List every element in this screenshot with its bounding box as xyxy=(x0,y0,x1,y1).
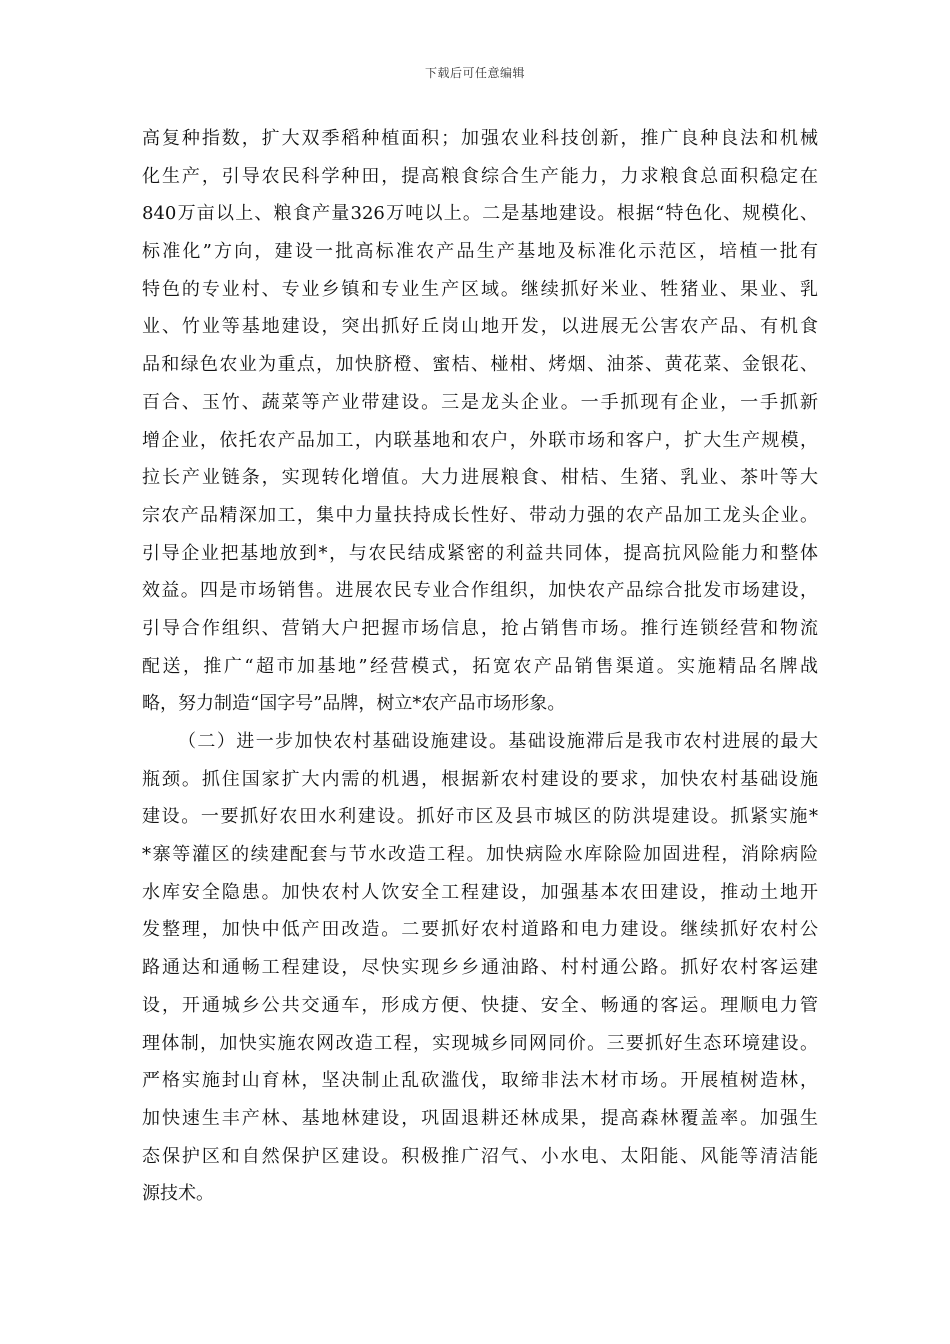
text-line: 效益。四是市场销售。进展农民专业合作组织，加快农产品综合批发市场建设， xyxy=(142,580,818,602)
text-line: 业、竹业等基地建设，突出抓好丘岗山地开发，以进展无公害农产品、有机食 xyxy=(142,316,818,338)
text-line: 百合、玉竹、蔬菜等产业带建设。三是龙头企业。一手抓现有企业，一手抓新 xyxy=(142,391,818,413)
text-line: 路通达和通畅工程建设，尽快实现乡乡通油路、村村通公路。抓好农村客运建 xyxy=(142,957,818,979)
text-line: 宗农产品精深加工，集中力量扶持成长性好、带动力强的农产品加工龙头企业。 xyxy=(142,504,818,526)
text-line: 设，开通城乡公共交通车，形成方便、快捷、安全、畅通的客运。理顺电力管 xyxy=(142,994,818,1016)
text-line: 加快速生丰产林、基地林建设，巩固退耕还林成果，提高森林覆盖率。加强生 xyxy=(142,1107,818,1129)
text-line: （二）进一步加快农村基础设施建设。基础设施滞后是我市农村进展的最大 xyxy=(178,731,818,752)
text-line: 水库安全隐患。加快农村人饮安全工程建设，加强基本农田建设，推动土地开 xyxy=(142,881,818,903)
text-line: 特色的专业村、专业乡镇和专业生产区域。继续抓好米业、牲猪业、果业、乳 xyxy=(142,278,818,300)
document-body xyxy=(142,120,818,1213)
text-line: 略，努力制造“国字号”品牌，树立*农产品市场形象。 xyxy=(142,693,566,715)
text-line: 标准化”方向，建设一批高标准农产品生产基地及标准化示范区，培植一批有 xyxy=(142,241,818,263)
text-line: 严格实施封山育林，坚决制止乱砍滥伐，取缔非法木材市场。开展植树造林， xyxy=(142,1070,818,1092)
text-line: 增企业，依托农产品加工，内联基地和农户，外联市场和客户，扩大生产规模， xyxy=(142,429,818,451)
text-line: 840万亩以上、粮食产量326万吨以上。二是基地建设。根据“特色化、规模化、 xyxy=(142,203,818,225)
paragraph-1 xyxy=(142,120,818,723)
text-line: 拉长产业链条，实现转化增值。大力进展粮食、柑桔、生猪、乳业、茶叶等大 xyxy=(142,467,818,489)
text-line: 品和绿色农业为重点，加快脐橙、蜜桔、椪柑、烤烟、油茶、黄花菜、金银花、 xyxy=(142,354,818,376)
text-line: 化生产，引导农民科学种田，提高粮食综合生产能力，力求粮食总面积稳定在 xyxy=(142,165,818,187)
text-line: *寨等灌区的续建配套与节水改造工程。加快病险水库除险加固进程，消除病险 xyxy=(142,844,818,866)
text-line: 发整理，加快中低产田改造。二要抓好农村道路和电力建设。继续抓好农村公 xyxy=(142,919,818,941)
text-line: 高复种指数，扩大双季稻种植面积；加强农业科技创新，推广良种良法和机械 xyxy=(142,128,818,149)
text-line: 引导合作组织、营销大户把握市场信息，抢占销售市场。推行连锁经营和物流 xyxy=(142,617,818,639)
text-line: 源技术。 xyxy=(142,1183,214,1205)
text-line: 引导企业把基地放到*，与农民结成紧密的利益共同体，提高抗风险能力和整体 xyxy=(142,542,818,564)
page-header: 下载后可任意编辑 xyxy=(424,66,525,80)
text-line: 态保护区和自然保护区建设。积极推广沼气、小水电、太阳能、风能等清洁能 xyxy=(142,1145,818,1167)
paragraph-2 xyxy=(142,723,818,1213)
text-line: 理体制，加快实施农网改造工程，实现城乡同网同价。三要抓好生态环境建设。 xyxy=(142,1032,818,1054)
text-line: 建设。一要抓好农田水利建设。抓好市区及县市城区的防洪堤建设。抓紧实施* xyxy=(142,806,818,828)
text-line: 瓶颈。抓住国家扩大内需的机遇，根据新农村建设的要求，加快农村基础设施 xyxy=(142,768,818,790)
text-line: 配送，推广“超市加基地”经营模式，拓宽农产品销售渠道。实施精品名牌战 xyxy=(142,655,818,677)
